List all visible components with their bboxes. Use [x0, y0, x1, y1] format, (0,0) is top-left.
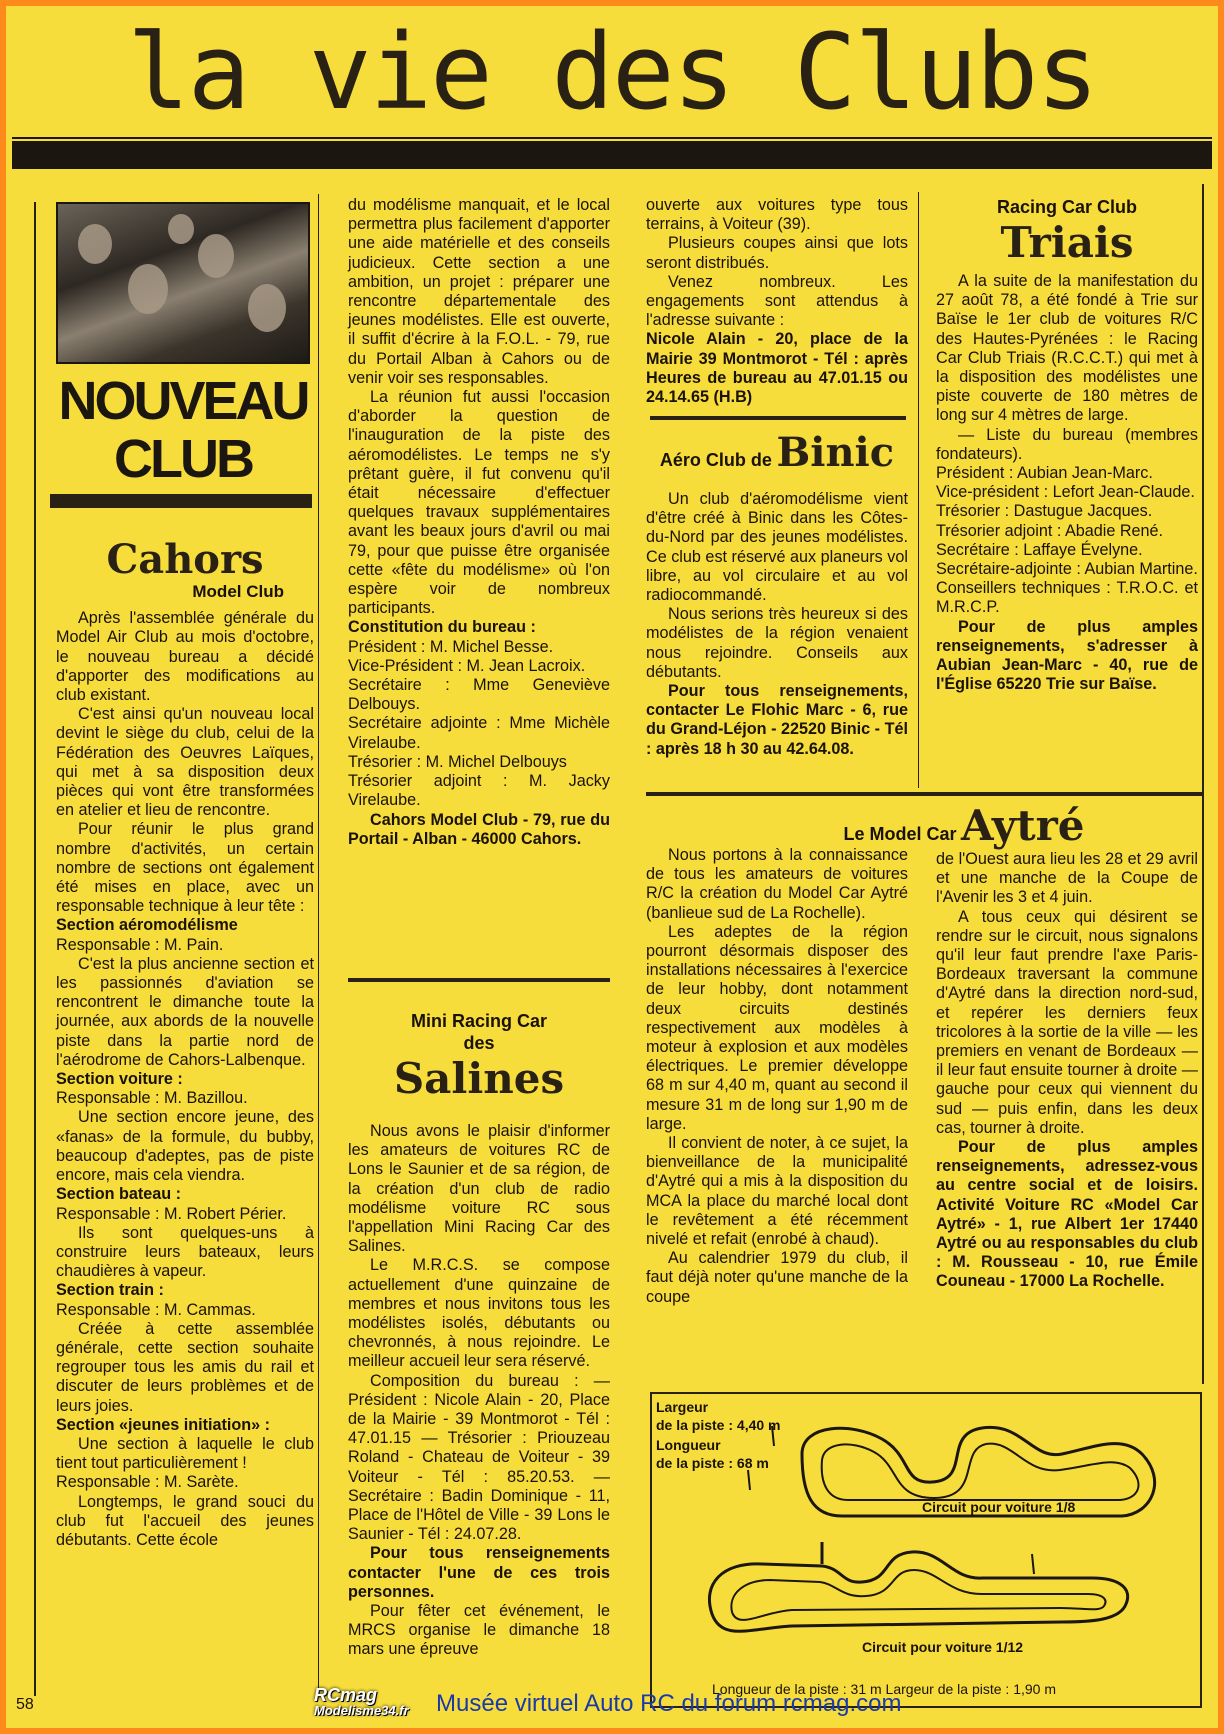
section-heading: Section voiture : — [56, 1070, 183, 1089]
member: Secrétaire-adjointe : Aubian Martine. — [936, 560, 1198, 579]
salines-pre2: des — [463, 1033, 495, 1053]
paragraph: A la suite de la manifestation du 27 août 78, a été fondé à Trie sur Baïse le 1er club de voitures R/C des Hautes-Pyrénées : le Racing Car Club Triais (R.C.C.T.) qui met à la disposition des modélistes une piste couverte de 180 mètres de long sur 4 mètres de large. — [936, 272, 1198, 425]
binic-article — [646, 430, 908, 759]
paragraph: Une section à laquelle le club tient tout particulièrement ! — [56, 1434, 314, 1473]
paragraph: Plusieurs coupes ainsi que lots seront distribués. — [646, 234, 908, 272]
bureau-member: Secrétaire : Mme Geneviève Delbouys. — [348, 676, 610, 714]
member: Secrétaire : Laffaye Évelyne. — [936, 540, 1143, 559]
triais-article — [936, 196, 1198, 694]
bureau-member: Président : M. Michel Besse. — [348, 637, 554, 656]
paragraph: de l'Ouest aura lieu les 28 et 29 avril et une manche de la Coupe de l'Avenir les 3 et 4 juin. — [936, 850, 1198, 907]
section-divider — [650, 416, 906, 420]
column-rule — [34, 202, 36, 1696]
page-number: 58 — [16, 1696, 34, 1713]
paragraph: — Liste du bureau (membres fondateurs). — [936, 425, 1198, 463]
responsable: Responsable : M. Sarète. — [56, 1473, 239, 1492]
column-rule — [1202, 184, 1204, 1384]
responsable: Responsable : M. Cammas. — [56, 1300, 256, 1319]
aytre-article — [646, 846, 908, 1307]
circuit-map — [650, 1392, 1202, 1708]
contact: Pour tous renseignements, contacter Le Flohic Marc - 6, rue du Grand-Léjon - 22520 Binic - Tél : après 18 h 30 au 42.64.08. — [646, 682, 908, 758]
salines-article — [348, 1010, 610, 1660]
section-divider — [348, 978, 610, 982]
bureau-member: Vice-Président : M. Jean Lacroix. — [348, 656, 586, 675]
salines-title: Salines — [393, 1054, 565, 1103]
header — [6, 6, 1218, 142]
paragraph: Ils sont quelques-uns à construire leurs bateaux, leurs chaudières à vapeur. — [56, 1223, 314, 1281]
section-divider — [646, 792, 1202, 796]
contact: Pour de plus amples renseignements, adressez-vous au centre social et de loisirs. Activité Voiture RC «Model Car Aytré» - 1, rue Albert 1er 17440 Aytré ou au responsables du club : M. Rousseau - 10, rue Émile Couneau - 17000 La Rochelle. — [936, 1138, 1198, 1291]
bureau-member: Trésorier adjoint : M. Jacky Virelaube. — [348, 772, 610, 810]
paragraph: du modélisme manquait, et le local permettra plus facilement d'apporter une aide matérielle et des conseils judicieux. Cette section a une ambition, un projet : préparer une rencontre départementale des jeunes modélistes. Elle est ouverte, il suffit d'écrire à la F.O.L. - 79, rue du Portail Alban à Cahors ou de venir voir ses responsables. — [348, 196, 610, 387]
cahors-article-continued — [348, 196, 610, 849]
member: Trésorier : Dastugue Jacques. — [936, 502, 1153, 521]
paragraph: Pour fêter cet événement, le MRCS organise le dimanche 18 mars une épreuve — [348, 1602, 610, 1659]
binic-pre: Aéro Club de — [659, 450, 772, 470]
paragraph: A tous ceux qui désirent se rendre sur le circuit, nous signalons qu'il leur faut prendre l'axe Paris-Bordeaux traversant la commune d'Aytré dans la direction nord-sud, et repérer les derniers feux tricolores à la sortie de la ville — les premiers en venant de Bordeaux — il leur faut ensuite tourner à droite — gauche pour ceux qui viennent du sud — puis enfin, dans les deux cas, tourner à droite. — [936, 907, 1198, 1137]
paragraph: Il convient de noter, à ce sujet, la bienveillance de la municipalité d'Aytré qui a mis à la disposition du MCA la place du marché local dont le revêtement a été récemment nivelé et refait (enrobé à chaud). — [646, 1134, 908, 1249]
paragraph: Le M.R.C.S. se compose actuellement d'une quinzaine de membres et nous invitons tous les modélistes isolés, débutants ou chevronnés, à nous rejoindre. Le meilleur accueil leur sera réservé. — [348, 1256, 610, 1371]
responsable: Responsable : M. Pain. — [56, 935, 224, 954]
member: Président : Aubian Jean-Marc. — [936, 464, 1153, 483]
salines-address: Nicole Alain - 20, place de la Mairie 39 Montmorot - Tél : après Heures de bureau au 47.01.15 ou 24.14.65 (H.B) — [646, 330, 908, 407]
salines-pre1: Mini Racing Car — [410, 1011, 548, 1031]
paragraph: Venez nombreux. Les engagements sont attendus à l'adresse suivante : — [646, 272, 908, 330]
paragraph: Nous portons à la connaissance de tous les amateurs de voitures R/C la création du Model Car Aytré (banlieue sud de La Rochelle). — [646, 846, 908, 922]
paragraph: C'est ainsi qu'un nouveau local devint le siège du club, celui de la Fédération des Oeuvres Laïques, qui met à sa disposition deux pièces qui vont être transformées en atelier et lieu de rencontre. — [56, 705, 314, 820]
magazine-page — [6, 6, 1218, 1728]
cahors-address: Cahors Model Club - 79, rue du Portail - Alban - 46000 Cahors. — [348, 810, 610, 848]
paragraph: Les adeptes de la région pourront désormais disposer des installations nécessaires à l'exercice de leur hobby, dont notamment deux circuits destinés respectivement aux modèles à moteur à explosion et aux modèles électriques. Le premier développe 68 m sur 4,40 m, quant au second il mesure 31 m de long sur 1,90 m de large. — [646, 922, 908, 1133]
crowd-photo — [56, 202, 310, 364]
paragraph: Un club d'aéromodélisme vient d'être créé à Binic dans les Côtes-du-Nord par des jeunes modélistes. Ce club est réservé aux planeurs vol libre, au vol circulaire et au vol radiocommandé. — [646, 490, 908, 605]
paragraph: C'est la plus ancienne section et les passionnés d'aviation se rencontrent le dimanche toute la journée, aux abords de la nouvelle piste dans la partie nord de l'aérodrome de Cahors-Lalbenque. — [56, 954, 314, 1069]
triais-pre: Racing Car Club — [996, 197, 1138, 217]
map-label-largeur: Largeur de la piste : 4,40 m — [656, 1399, 781, 1433]
section-heading: Section «jeunes initiation» : — [56, 1415, 271, 1434]
binic-heading — [646, 430, 908, 476]
cahors-title: Cahors — [106, 536, 264, 583]
triais-title: Triais — [1000, 218, 1134, 267]
paragraph: Créée à cette assemblée générale, cette section souhaite regrouper tous les amis du rail et discuter de leurs problèmes et de leurs joies. — [56, 1319, 314, 1415]
paragraph: Nous serions très heureux si des modélistes de la région venaient nous rejoindre. Conseils aux débutants. — [646, 605, 908, 681]
member: Trésorier adjoint : Abadie René. — [936, 521, 1164, 540]
circuit-1-12-label: Circuit pour voiture 1/12 — [862, 1639, 1024, 1655]
header-rule — [12, 137, 1212, 139]
paragraph: Longtemps, le grand souci du club fut l'accueil des jeunes débutants. Cette école — [56, 1492, 314, 1549]
bureau-member: Trésorier : M. Michel Delbouys — [348, 752, 567, 771]
circuit-1-8-label: Circuit pour voiture 1/8 — [922, 1499, 1076, 1515]
section-heading: Section train : — [56, 1281, 164, 1300]
map-label-longueur: Longueur de la piste : 68 m — [656, 1437, 769, 1471]
cahors-subtitle: Model Club — [192, 582, 284, 601]
header-bar — [12, 141, 1212, 169]
aytre-article-continued — [936, 850, 1198, 1292]
contact: Pour tous renseignements contacter l'une de ces trois personnes. — [348, 1544, 610, 1601]
rcmag-logo: RCmag Modelisme34.fr — [314, 1685, 409, 1718]
paragraph: Au calendrier 1979 du club, il faut déjà noter qu'une manche de la coupe — [646, 1249, 908, 1306]
member: Conseillers techniques : T.R.O.C. et M.R.C.P. — [936, 579, 1198, 617]
responsable: Responsable : M. Bazillou. — [56, 1089, 248, 1108]
aytre-heading — [646, 800, 1202, 852]
salines-article-continued — [646, 196, 908, 407]
section-heading: Section bateau : — [56, 1185, 182, 1204]
footer-watermark-text: Musée virtuel Auto RC du forum rcmag.com — [436, 1690, 902, 1717]
nouveau-club-heading: NOUVEAU CLUB — [58, 371, 308, 489]
circuit-bottom-label: Longueur de la piste : 31 m Largeur de la piste : 1,90 m — [712, 1681, 1056, 1697]
cahors-article — [56, 538, 314, 1550]
contact: Pour de plus amples renseignements, s'adresser à Aubian Jean-Marc - 40, rue de l'Église 65220 Trie sur Baïse. — [936, 617, 1198, 694]
column-rule — [318, 194, 319, 1696]
bureau-member: Secrétaire adjointe : Mme Michèle Virelaube. — [348, 714, 610, 752]
paragraph: ouverte aux voitures type tous terrains, à Voiteur (39). — [646, 196, 908, 234]
bureau-title: Constitution du bureau : — [348, 618, 536, 637]
paragraph: Nous avons le plaisir d'informer les amateurs de voitures RC de Lons le Saunier et de sa région, de la création d'un club de radio modélisme voiture RC sous l'appellation Mini Racing Car des Salines. — [348, 1122, 610, 1256]
paragraph: Après l'assemblée générale du Model Air Club au mois d'octobre, le nouveau bureau a décidé d'apporter des modifications au club existant. — [56, 609, 314, 705]
responsable: Responsable : M. Robert Périer. — [56, 1204, 287, 1223]
section-divider — [50, 494, 312, 508]
binic-title: Binic — [776, 429, 895, 476]
section-heading: Section aéromodélisme — [56, 916, 238, 935]
paragraph: Composition du bureau : — Président : Nicole Alain - 20, Place de la Mairie - 39 Montmorot - Tél : 47.01.15 — Trésorier : Priouzeau Roland - Chateau de Voiteur - 39 Voiteur - Tél : 85.20.53. — Secrétaire : Badin Dominique - 11, Place de l'Hôtel de Ville - 39 Lons le Saunier - Tél : 24.07.28. — [348, 1371, 610, 1544]
paragraph: La réunion fut aussi l'occasion d'aborder la question de l'inauguration de la piste des aéromodélistes. Le temps ne s'y prêtant guère, il fut convenu qu'il était nécessaire d'effectuer quelques travaux supplémentaires avant les beaux jours d'avril ou mai 79, pour que puisse être organisée cette «fête du modélisme» où l'on espère voir de nombreux participants. — [348, 388, 610, 618]
paragraph: Une section encore jeune, des «fanas» de la formule, du bubby, beaucoup d'adeptes, pas de piste encore, mais cela viendra. — [56, 1108, 314, 1185]
member: Vice-président : Lefort Jean-Claude. — [936, 483, 1195, 502]
paragraph: Pour réunir le plus grand nombre d'activités, un certain nombre de sections ont également été mises en place, avec un responsable technique à leur tête : — [56, 820, 314, 916]
aytre-title: Aytré — [960, 801, 1085, 850]
page-title: la vie des Clubs — [127, 11, 1097, 133]
aytre-pre: Le Model Car — [843, 824, 957, 844]
column-rule — [918, 192, 919, 788]
